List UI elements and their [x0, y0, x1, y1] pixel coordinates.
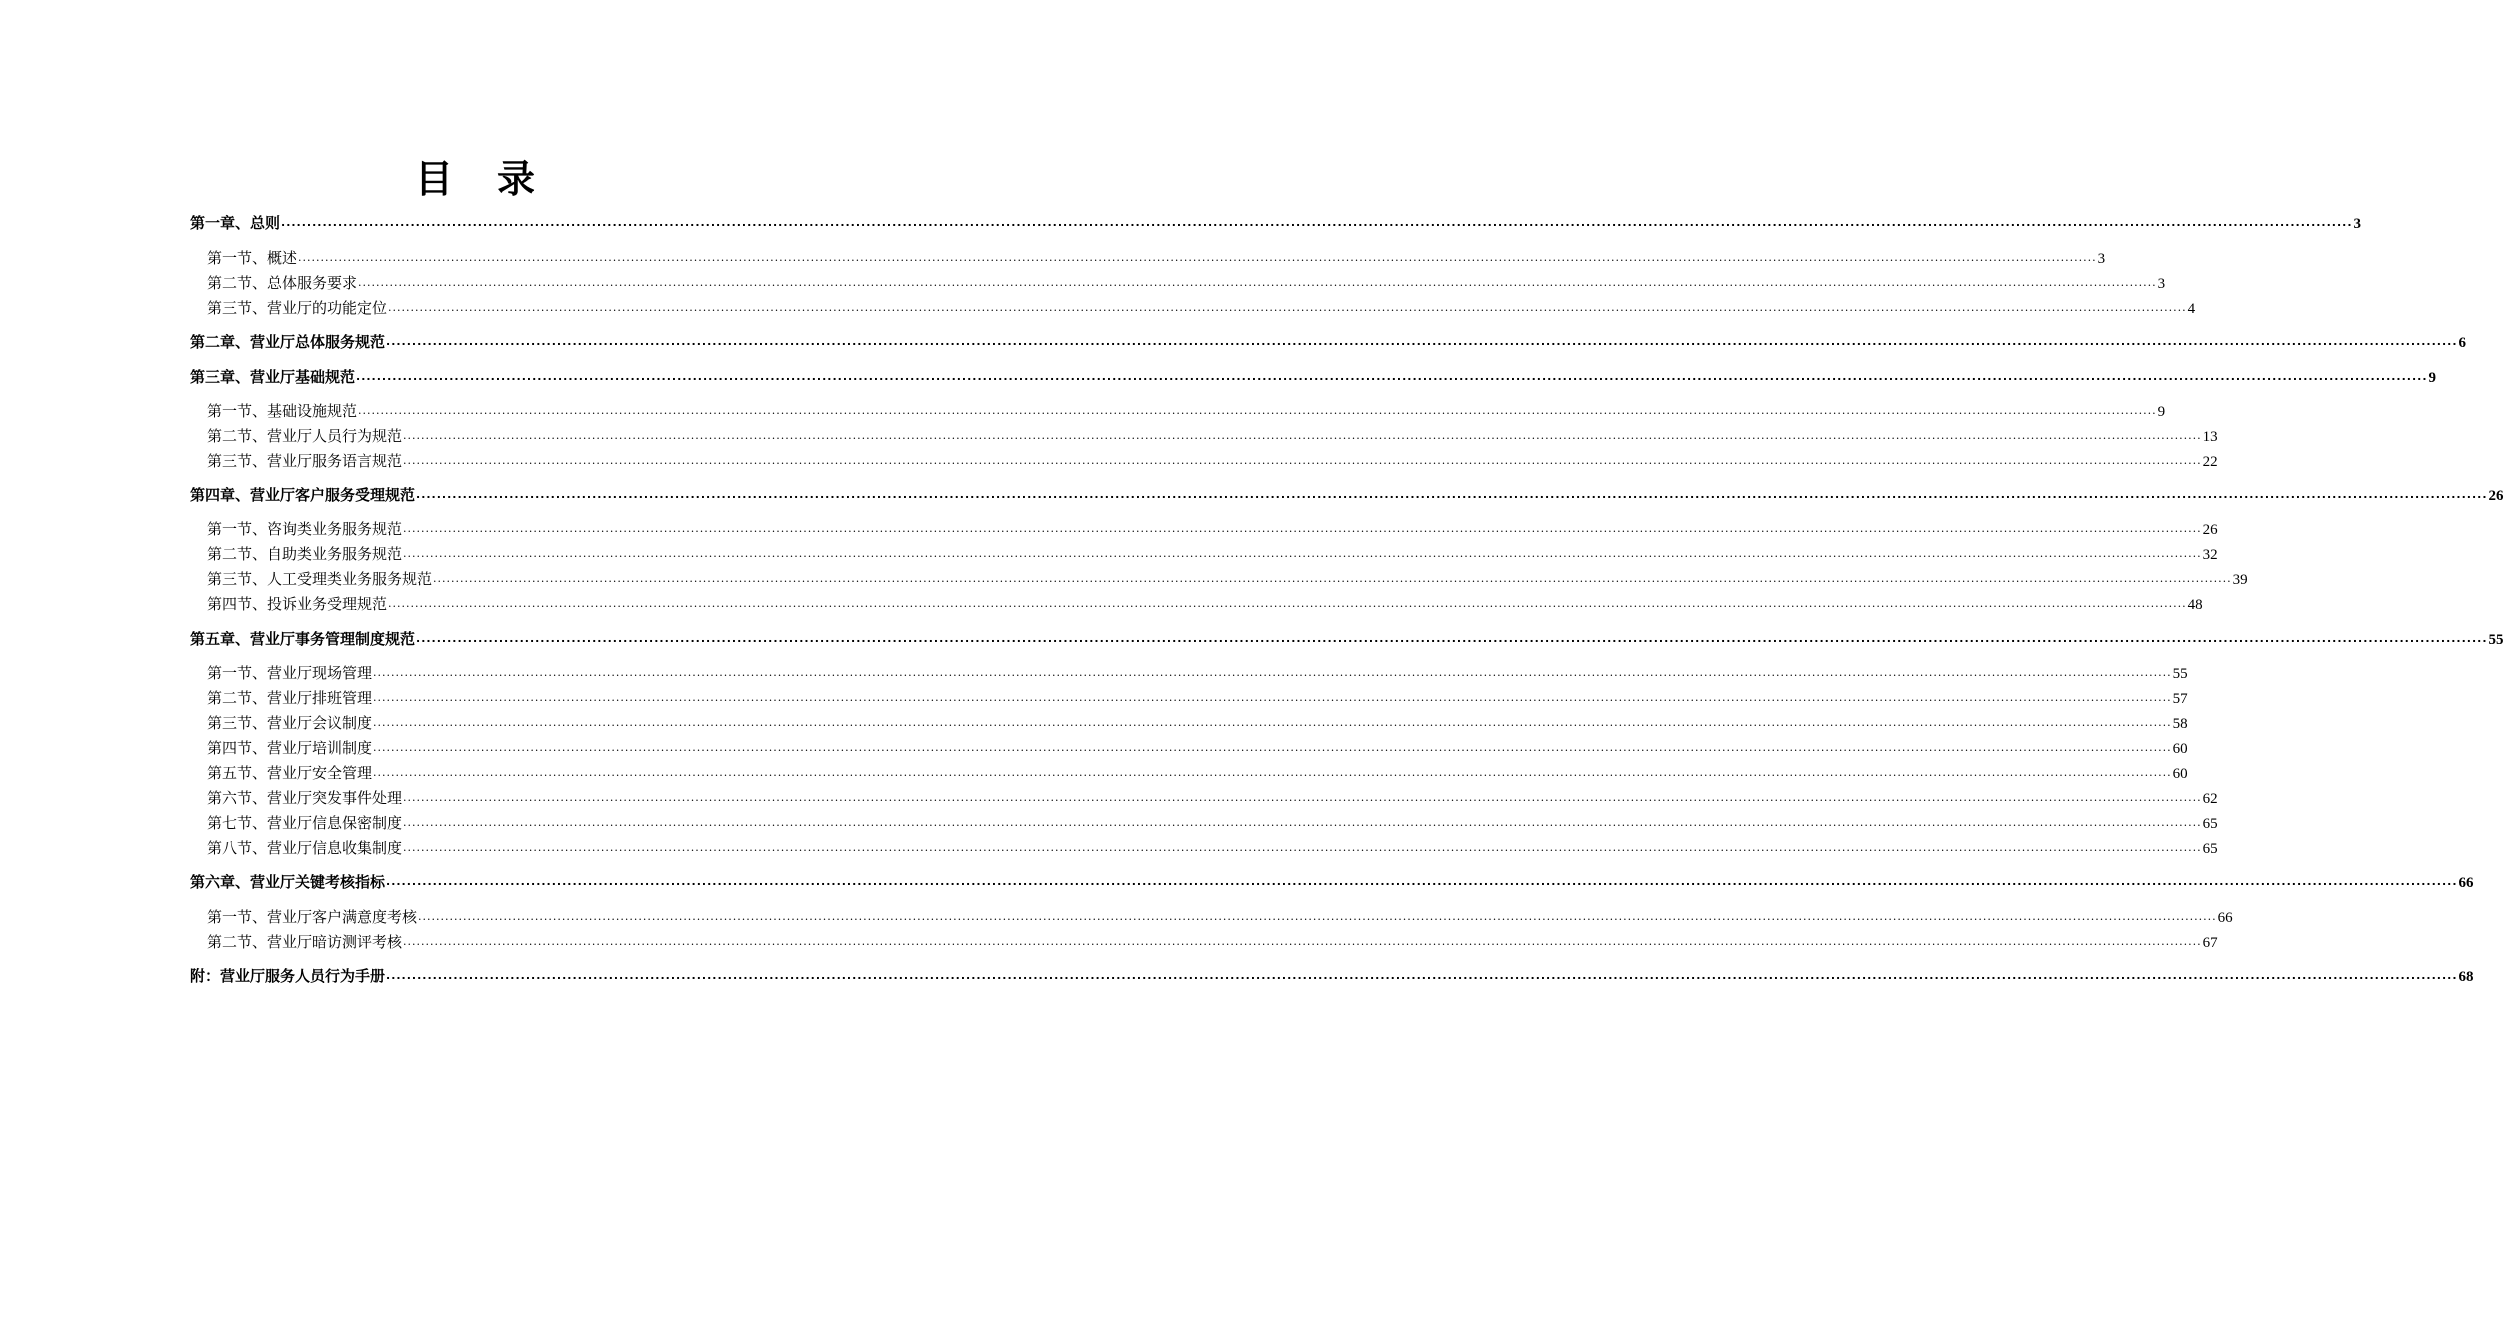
toc-dot-leader: ................................................................................................................................................................................................................................................................................................................................................................................................................ — [388, 597, 2187, 610]
toc-dot-leader: ................................................................................................................................................................................................................................................................................................................................................................................................................ — [416, 632, 2488, 645]
toc-entry-page-number: 3 — [2157, 276, 2166, 292]
toc-section-entry[interactable] — [207, 931, 2218, 953]
toc-dot-leader: ................................................................................................................................................................................................................................................................................................................................................................................................................ — [403, 454, 2202, 467]
toc-dot-leader: ................................................................................................................................................................................................................................................................................................................................................................................................................ — [418, 910, 2217, 923]
toc-entry-label: 第五章、营业厅事务管理制度规范 — [190, 630, 416, 648]
toc-entry-label: 第四节、营业厅培训制度 — [207, 739, 373, 757]
toc-entry-label: 第六章、营业厅关键考核指标 — [190, 873, 386, 891]
toc-dot-leader: ................................................................................................................................................................................................................................................................................................................................................................................................................ — [373, 716, 2172, 729]
toc-dot-leader: ................................................................................................................................................................................................................................................................................................................................................................................................................ — [298, 251, 2097, 264]
toc-entry-label: 第一节、营业厅客户满意度考核 — [207, 908, 418, 926]
toc-entry-page-number: 9 — [2157, 404, 2166, 420]
toc-section-entry[interactable] — [207, 297, 2196, 319]
toc-dot-leader: ................................................................................................................................................................................................................................................................................................................................................................................................................ — [386, 875, 2458, 888]
toc-entry-page-number: 13 — [2202, 429, 2218, 445]
toc-dot-leader: ................................................................................................................................................................................................................................................................................................................................................................................................................ — [403, 547, 2202, 560]
toc-chapter-entry[interactable] — [190, 331, 2466, 353]
toc-entry-label: 第七节、营业厅信息保密制度 — [207, 814, 403, 832]
toc-entry-page-number: 55 — [2488, 632, 2504, 648]
toc-dot-leader: ................................................................................................................................................................................................................................................................................................................................................................................................................ — [416, 488, 2488, 501]
toc-entry-page-number: 68 — [2458, 969, 2474, 985]
toc-entry-page-number: 4 — [2187, 301, 2196, 317]
toc-entry-page-number: 60 — [2172, 766, 2188, 782]
toc-dot-leader: ................................................................................................................................................................................................................................................................................................................................................................................................................ — [386, 969, 2458, 982]
toc-section-entry[interactable] — [207, 737, 2188, 759]
toc-entry-page-number: 62 — [2202, 791, 2218, 807]
toc-section-entry[interactable] — [207, 662, 2188, 684]
toc-chapter-entry[interactable] — [190, 965, 2474, 987]
toc-section-entry[interactable] — [207, 543, 2218, 565]
toc-entry-page-number: 22 — [2202, 454, 2218, 470]
toc-entry-page-number: 60 — [2172, 741, 2188, 757]
toc-entry-page-number: 26 — [2202, 522, 2218, 538]
toc-dot-leader: ................................................................................................................................................................................................................................................................................................................................................................................................................ — [373, 666, 2172, 679]
toc-entry-page-number: 65 — [2202, 841, 2218, 857]
toc-entry-page-number: 3 — [2097, 251, 2106, 267]
toc-dot-leader: ................................................................................................................................................................................................................................................................................................................................................................................................................ — [358, 404, 2157, 417]
toc-section-entry[interactable] — [207, 425, 2218, 447]
toc-entry-label: 第五节、营业厅安全管理 — [207, 764, 373, 782]
toc-title-char-1: 目 — [414, 156, 453, 201]
toc-title-char-2: 录 — [497, 156, 536, 201]
toc-section-entry[interactable] — [207, 518, 2218, 540]
toc-section-entry[interactable] — [207, 787, 2218, 809]
toc-dot-leader: ................................................................................................................................................................................................................................................................................................................................................................................................................ — [403, 816, 2202, 829]
toc-entry-page-number: 3 — [2353, 216, 2361, 232]
toc-section-entry[interactable] — [207, 450, 2218, 472]
toc-section-entry[interactable] — [207, 593, 2203, 615]
toc-entry-page-number: 57 — [2172, 691, 2188, 707]
toc-entry-page-number: 6 — [2458, 335, 2466, 351]
toc-chapter-entry[interactable] — [190, 212, 2361, 234]
toc-entry-label: 第二节、营业厅暗访测评考核 — [207, 933, 403, 951]
toc-section-entry[interactable] — [207, 247, 2106, 269]
toc-section-entry[interactable] — [207, 837, 2218, 859]
toc-dot-leader: ................................................................................................................................................................................................................................................................................................................................................................................................................ — [386, 335, 2458, 348]
toc-entry-label: 第一章、总则 — [190, 214, 281, 232]
toc-dot-leader: ................................................................................................................................................................................................................................................................................................................................................................................................................ — [373, 766, 2172, 779]
toc-chapter-entry[interactable] — [190, 366, 2436, 388]
toc-section-entry[interactable] — [207, 568, 2248, 590]
toc-entry-label: 附：营业厅服务人员行为手册 — [190, 967, 386, 985]
toc-chapter-entry[interactable] — [190, 871, 2474, 893]
toc-dot-leader: ................................................................................................................................................................................................................................................................................................................................................................................................................ — [373, 691, 2172, 704]
toc-entry-page-number: 67 — [2202, 935, 2218, 951]
toc-entry-label: 第八节、营业厅信息收集制度 — [207, 839, 403, 857]
toc-dot-leader: ................................................................................................................................................................................................................................................................................................................................................................................................................ — [403, 791, 2202, 804]
toc-dot-leader: ................................................................................................................................................................................................................................................................................................................................................................................................................ — [403, 522, 2202, 535]
toc-chapter-entry[interactable] — [190, 628, 2504, 650]
toc-chapter-entry[interactable] — [190, 484, 2504, 506]
toc-entry-label: 第二节、营业厅排班管理 — [207, 689, 373, 707]
toc-dot-leader: ................................................................................................................................................................................................................................................................................................................................................................................................................ — [388, 301, 2187, 314]
toc-entry-page-number: 32 — [2202, 547, 2218, 563]
toc-section-entry[interactable] — [207, 687, 2188, 709]
toc-entry-label: 第三节、营业厅会议制度 — [207, 714, 373, 732]
toc-dot-leader: ................................................................................................................................................................................................................................................................................................................................................................................................................ — [281, 216, 2353, 229]
toc-entry-page-number: 65 — [2202, 816, 2218, 832]
toc-section-entry[interactable] — [207, 762, 2188, 784]
toc-dot-leader: ................................................................................................................................................................................................................................................................................................................................................................................................................ — [433, 572, 2232, 585]
toc-entry-page-number: 66 — [2217, 910, 2233, 926]
toc-dot-leader: ................................................................................................................................................................................................................................................................................................................................................................................................................ — [403, 429, 2202, 442]
toc-entry-label: 第三节、营业厅的功能定位 — [207, 299, 388, 317]
toc-section-entry[interactable] — [207, 400, 2166, 422]
toc-section-entry[interactable] — [207, 812, 2218, 834]
toc-entry-label: 第一节、概述 — [207, 249, 298, 267]
toc-entry-label: 第一节、营业厅现场管理 — [207, 664, 373, 682]
toc-section-entry[interactable] — [207, 906, 2233, 928]
toc-entry-page-number: 55 — [2172, 666, 2188, 682]
toc-entry-page-number: 26 — [2488, 488, 2504, 504]
toc-entry-label: 第二节、自助类业务服务规范 — [207, 545, 403, 563]
toc-entry-page-number: 9 — [2428, 370, 2436, 386]
toc-entry-label: 第四节、投诉业务受理规范 — [207, 595, 388, 613]
toc-section-entry[interactable] — [207, 272, 2166, 294]
toc-dot-leader: ................................................................................................................................................................................................................................................................................................................................................................................................................ — [403, 935, 2202, 948]
toc-section-entry[interactable] — [207, 712, 2188, 734]
toc-dot-leader: ................................................................................................................................................................................................................................................................................................................................................................................................................ — [373, 741, 2172, 754]
toc-entry-label: 第四章、营业厅客户服务受理规范 — [190, 486, 416, 504]
toc-entry-label: 第三章、营业厅基础规范 — [190, 368, 356, 386]
toc-entry-label: 第二节、总体服务要求 — [207, 274, 358, 292]
toc-dot-leader: ................................................................................................................................................................................................................................................................................................................................................................................................................ — [356, 370, 2428, 383]
toc-entry-label: 第三节、人工受理类业务服务规范 — [207, 570, 433, 588]
toc-entry-page-number: 39 — [2232, 572, 2248, 588]
toc-entry-label: 第二节、营业厅人员行为规范 — [207, 427, 403, 445]
toc-entry-label: 第一节、基础设施规范 — [207, 402, 358, 420]
toc-entry-page-number: 66 — [2458, 875, 2474, 891]
toc-entry-page-number: 58 — [2172, 716, 2188, 732]
toc-entry-label: 第一节、咨询类业务服务规范 — [207, 520, 403, 538]
toc-entry-label: 第三节、营业厅服务语言规范 — [207, 452, 403, 470]
toc-dot-leader: ................................................................................................................................................................................................................................................................................................................................................................................................................ — [358, 276, 2157, 289]
toc-dot-leader: ................................................................................................................................................................................................................................................................................................................................................................................................................ — [403, 841, 2202, 854]
toc-entry-page-number: 48 — [2187, 597, 2203, 613]
toc-entry-label: 第二章、营业厅总体服务规范 — [190, 333, 386, 351]
toc-entry-label: 第六节、营业厅突发事件处理 — [207, 789, 403, 807]
